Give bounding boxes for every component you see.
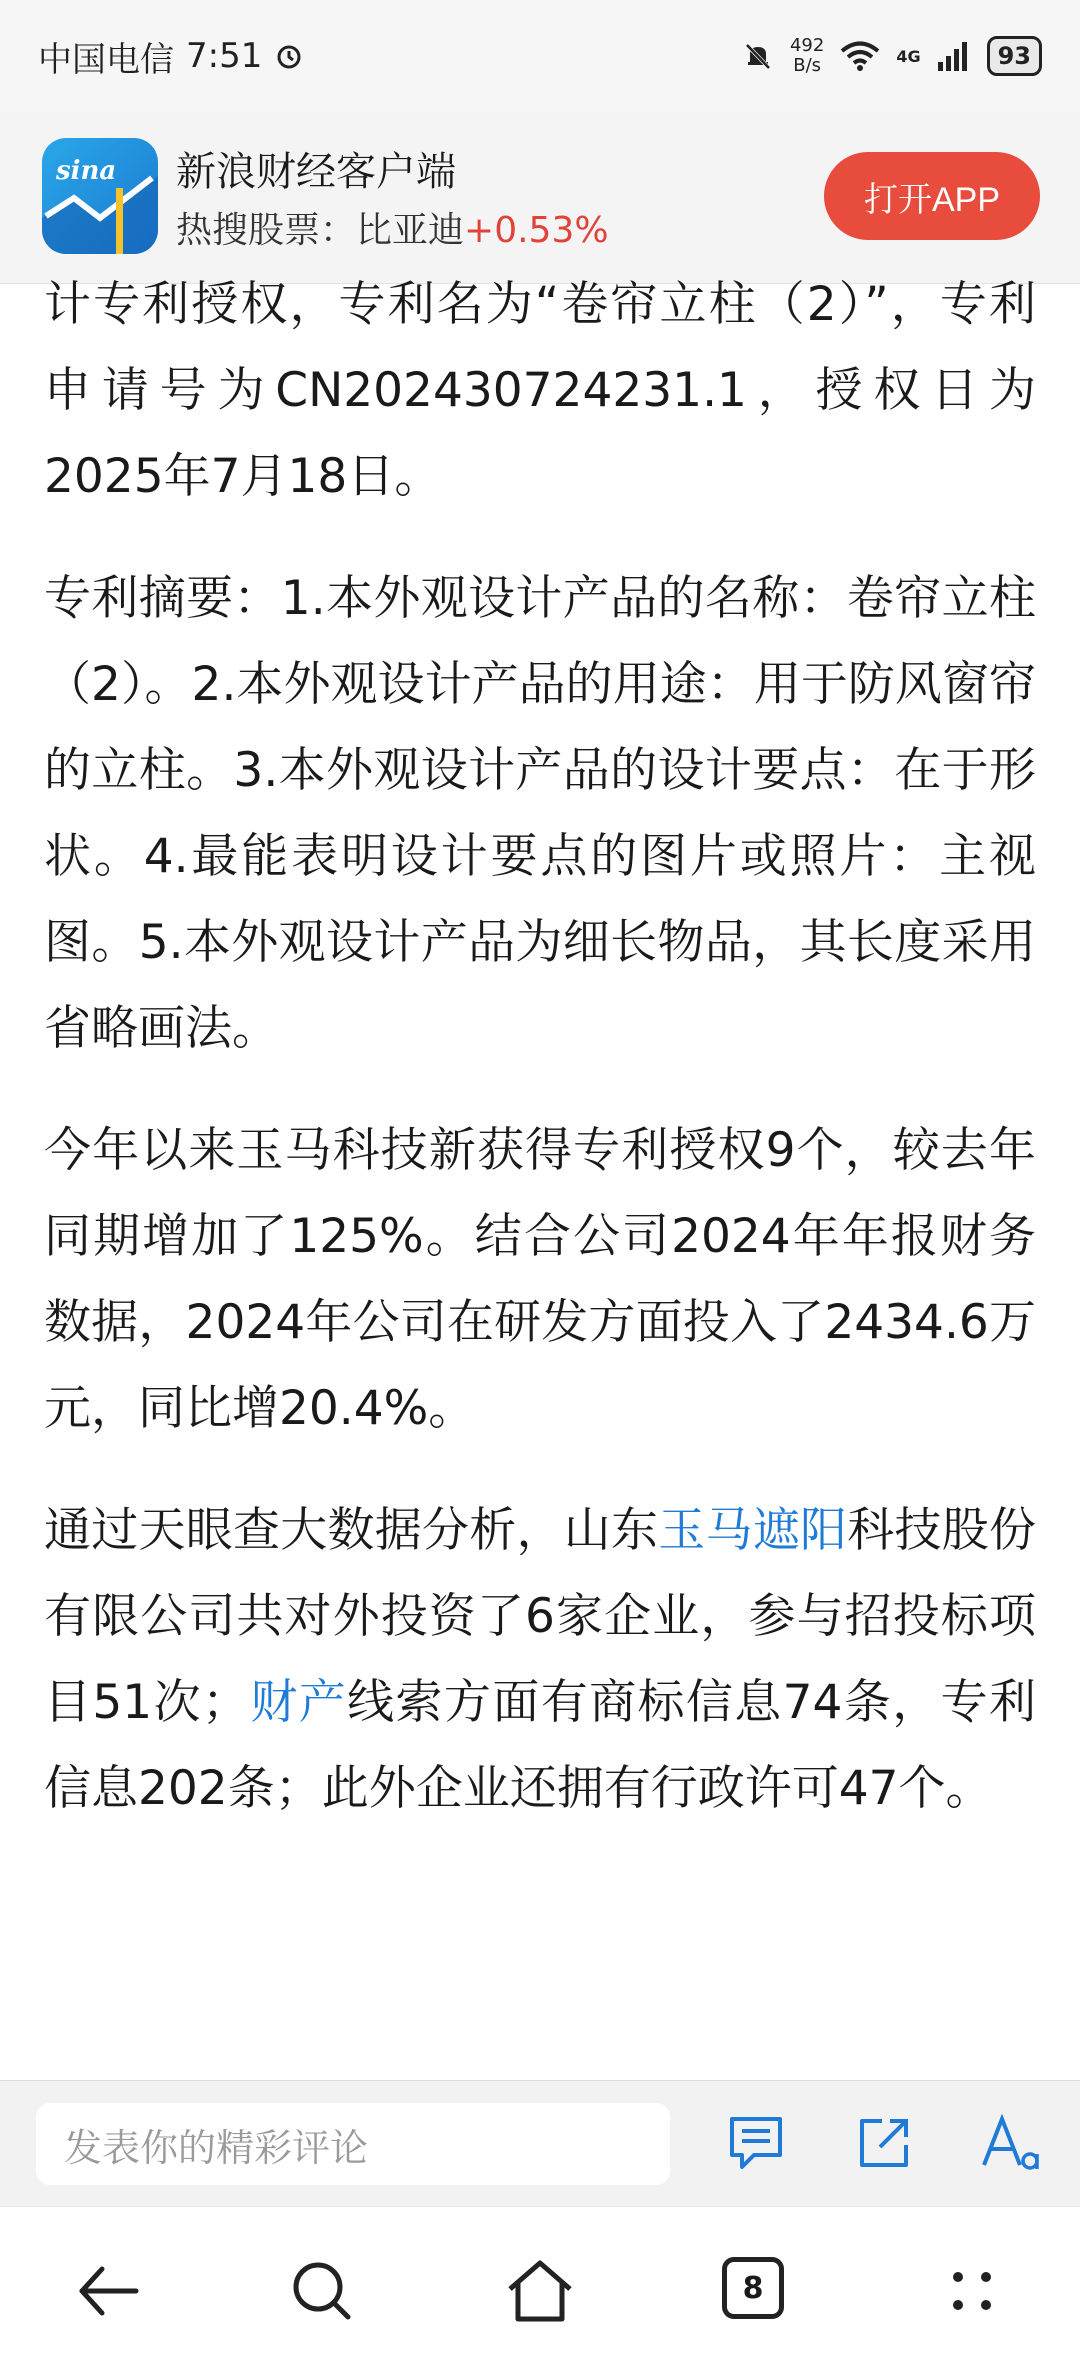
article-body [44, 262, 1036, 1868]
p4-text-a: 通过天眼查大数据分析，山东 [44, 1503, 659, 1558]
status-bar [0, 0, 1080, 112]
link-yuma-zheyang[interactable]: 玉马遮阳 [658, 1503, 848, 1558]
hot-stock-change: +0.53% [464, 210, 609, 251]
net-speed-unit: B/s [793, 55, 822, 76]
battery-level: 93 [987, 36, 1042, 76]
clock: 7:51 [186, 36, 263, 76]
tabs-count: 8 [742, 2270, 764, 2306]
sina-finance-logo [42, 138, 158, 254]
article-paragraph-3: 今年以来玉马科技新获得专利授权9个，较去年同期增加了125%。结合公司2024年年报财务数据，2024年公司在研发方面投入了2434.6万元，同比增20.4%。 [44, 1123, 1036, 1436]
carrier: 中国电信 [38, 39, 174, 80]
app-name: 新浪财经客户端 [176, 149, 456, 195]
app-promo-banner[interactable] [0, 112, 1080, 284]
comment-bar [0, 2080, 1080, 2206]
p4-text-c: 线索方面有商标信息74条，专利信息202条；此外企业还拥有行政许可47个。 [44, 1675, 1037, 1816]
browser-nav-bar [0, 2206, 1080, 2376]
net-speed [790, 36, 824, 76]
font-size-icon[interactable] [980, 2111, 1044, 2175]
back-arrow-icon[interactable] [72, 2255, 144, 2327]
alarm-icon [274, 41, 304, 71]
home-icon[interactable] [504, 2255, 576, 2327]
share-icon[interactable] [852, 2111, 916, 2175]
open-app-button[interactable]: 打开APP [824, 152, 1040, 240]
comment-icon[interactable] [724, 2111, 788, 2175]
p4-text-b: 科技股份有限公司共对外投资了6家企业，参与招投标项目51次； [44, 1503, 1036, 1730]
hot-stock-name: 比亚迪 [356, 210, 465, 251]
comment-input[interactable]: 发表你的精彩评论 [36, 2103, 670, 2185]
net-speed-value: 492 [789, 35, 825, 56]
hot-stock-line[interactable] [176, 202, 609, 253]
more-dots-icon[interactable] [936, 2255, 1008, 2327]
status-left [38, 32, 304, 81]
mute-bell-icon [742, 40, 774, 72]
article-paragraph-1: 计专利授权，专利名为“卷帘立柱（2）”，专利申请号为CN202430724231.1，授权日为2025年7月18日。 [44, 277, 1036, 504]
hot-label: 热搜股票： [176, 210, 357, 251]
search-icon[interactable] [286, 2255, 358, 2327]
signal-icon [937, 40, 971, 72]
link-caichan[interactable]: 财产 [248, 1675, 348, 1730]
article-paragraph-4 [44, 1488, 1036, 1832]
status-right [742, 36, 1042, 76]
network-type: 4G [896, 46, 921, 66]
article-paragraph-2: 专利摘要：1.本外观设计产品的名称：卷帘立柱（2）。2.本外观设计产品的用途：用于防风窗帘的立柱。3.本外观设计产品的设计要点：在于形状。4.最能表明设计要点的图片或照片：主视图。5.本外观设计产品为细长物品，其长度采用省略画法。 [44, 571, 1036, 1056]
logo-text: sina [56, 156, 117, 186]
wifi-icon [840, 40, 880, 72]
tabs-button[interactable] [722, 2257, 784, 2319]
chart-arrow-icon [42, 138, 158, 254]
